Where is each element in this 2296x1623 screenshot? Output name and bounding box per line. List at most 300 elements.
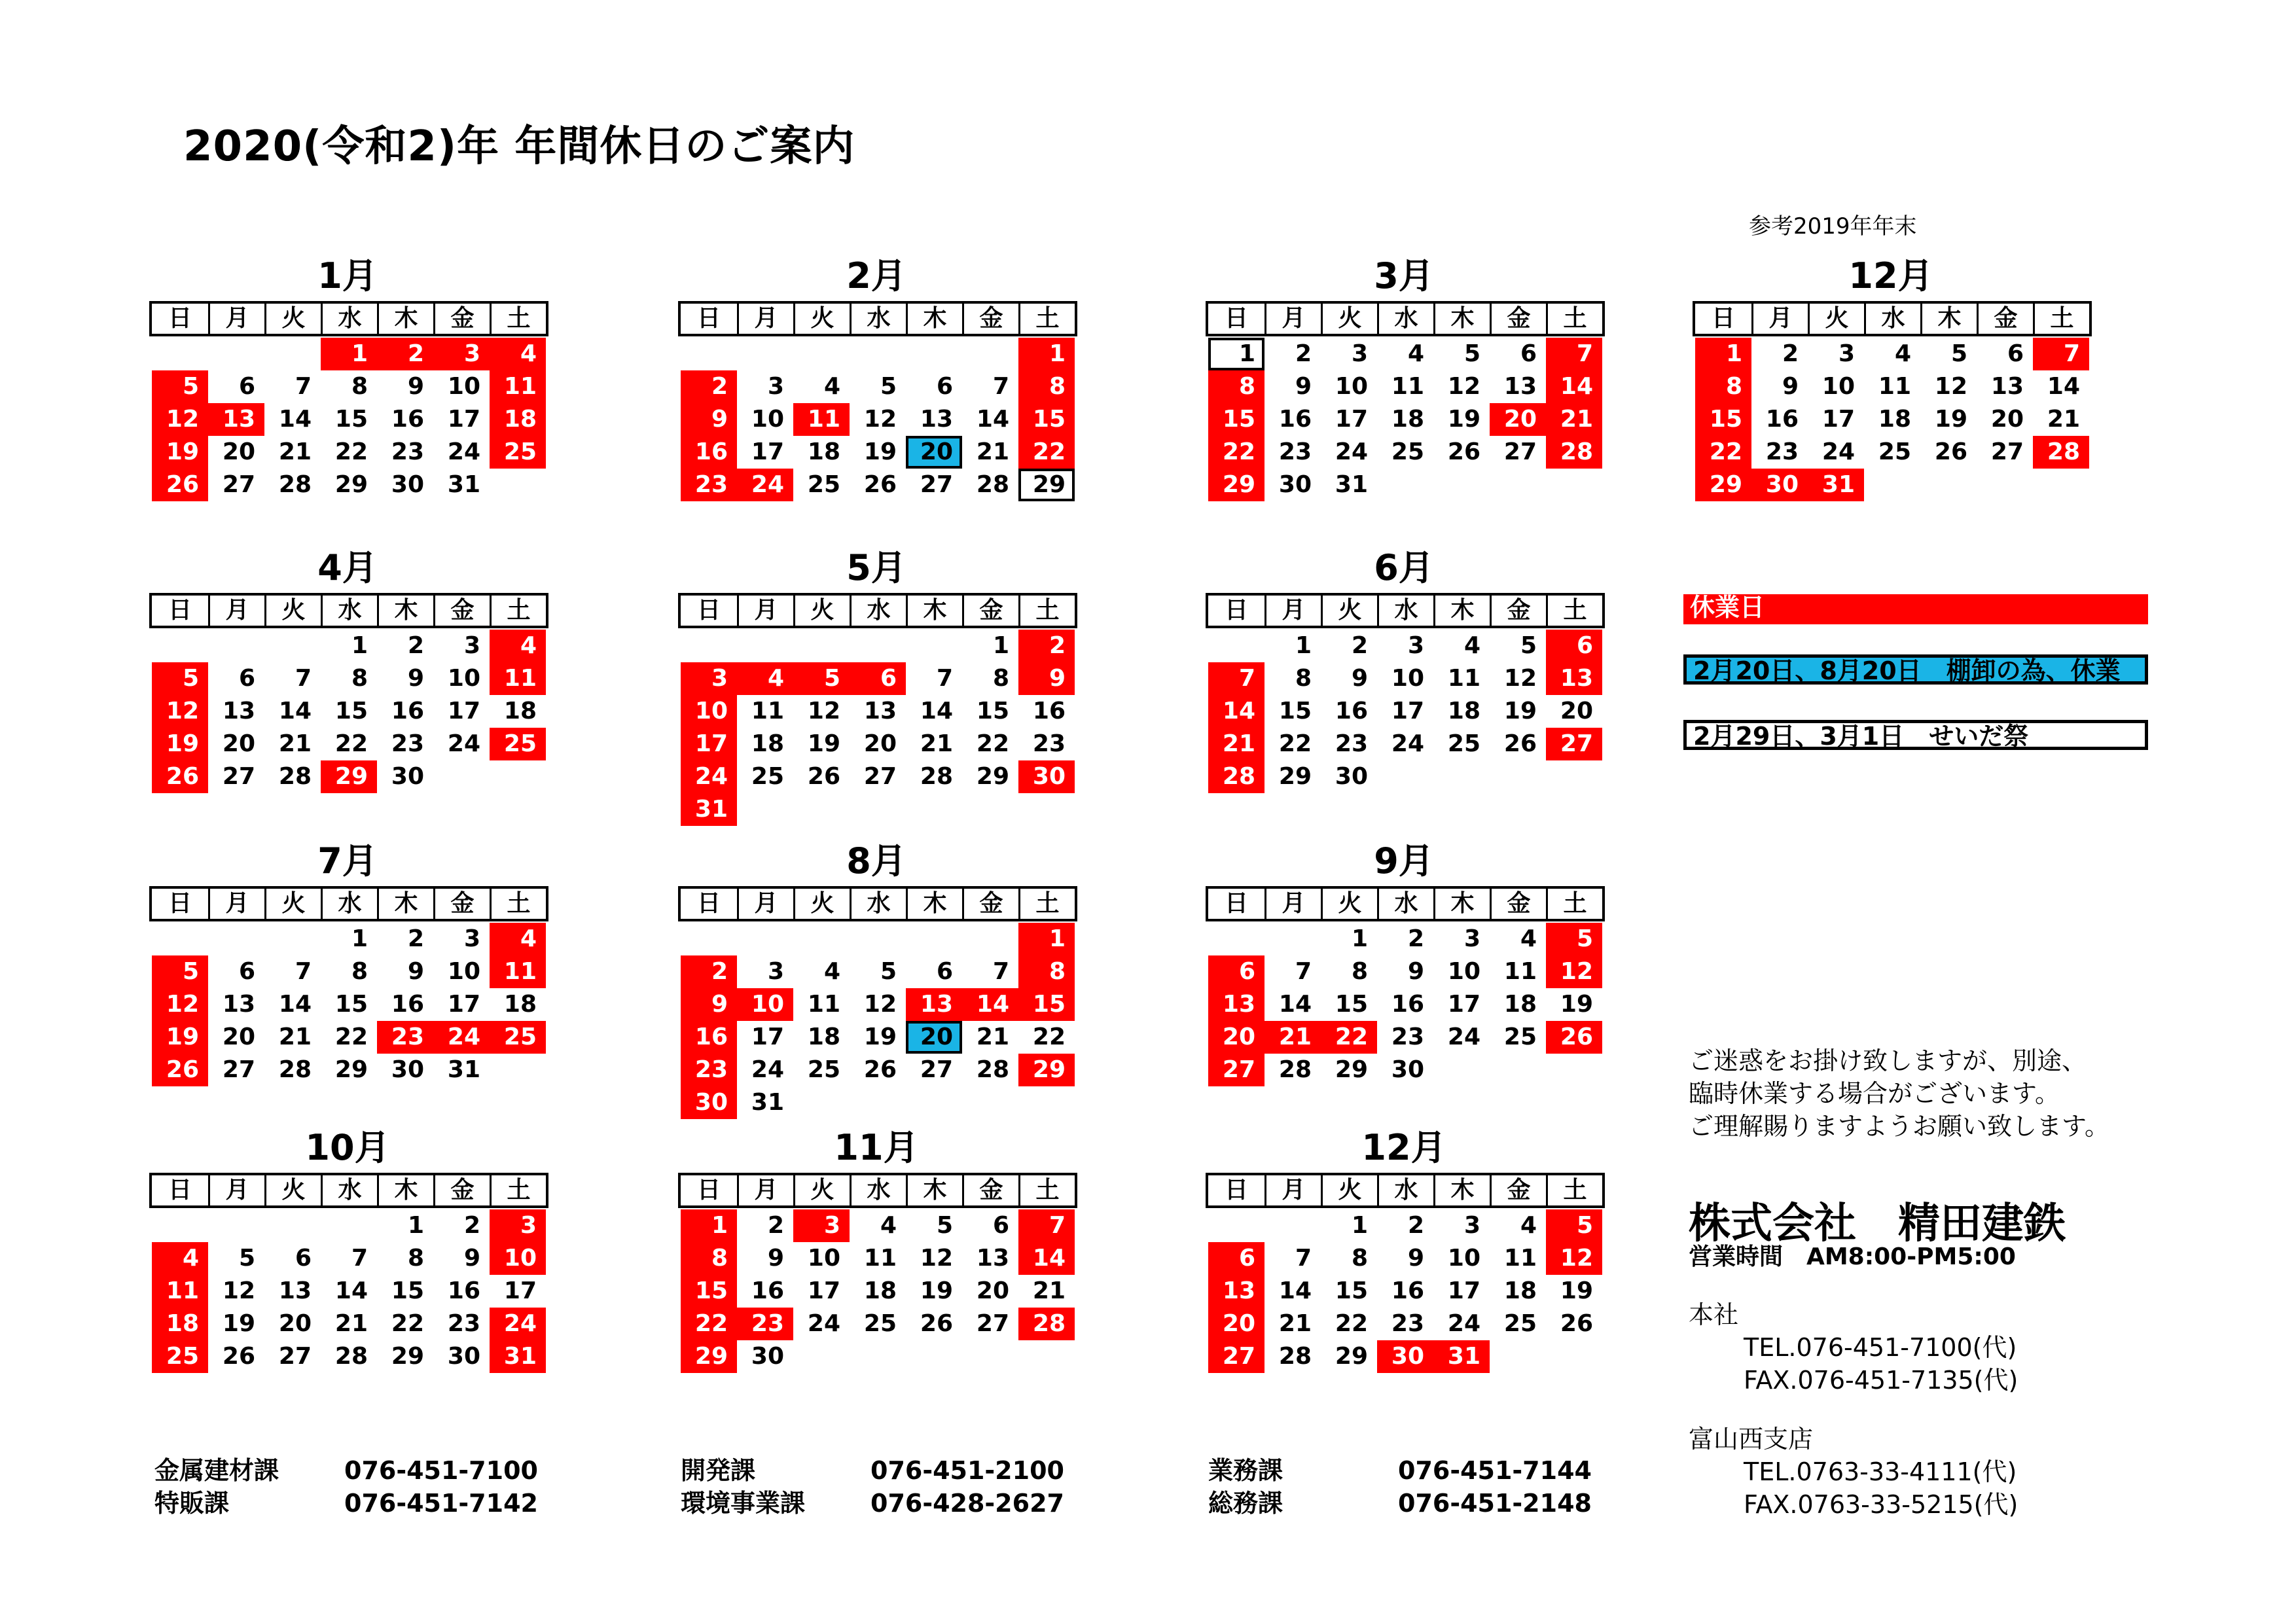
holiday-cell: 5 <box>152 662 208 695</box>
holiday-cell: 19 <box>152 436 208 469</box>
day-cell: 22 <box>334 1024 368 1050</box>
month-feb <box>678 255 1075 501</box>
empty-cell <box>208 630 264 662</box>
month-title: 12月 <box>1361 1127 1446 1168</box>
weekday-header <box>1206 1173 1605 1208</box>
day-grid <box>152 338 546 501</box>
day-cell: 30 <box>1278 471 1312 498</box>
weekday-header <box>1206 886 1605 921</box>
day-cell: 21 <box>976 1024 1009 1050</box>
department-phone: 076-451-2148 <box>1398 1489 1592 1518</box>
holiday-cell: 10 <box>737 988 793 1021</box>
weekday-header <box>1206 593 1605 628</box>
day-cell: 28 <box>334 1343 368 1370</box>
day-cell: 1 <box>351 632 368 659</box>
legend-inventory: 2月20日、8月20日 棚卸の為、休業 <box>1683 654 2148 685</box>
holiday-cell: 21 <box>1265 1021 1321 1054</box>
day-cell: 26 <box>1560 1310 1593 1337</box>
weekday-label: 火 <box>793 889 850 919</box>
holiday-cell: 29 <box>681 1340 737 1373</box>
holiday-cell: 20 <box>1490 403 1546 436</box>
weekday-label: 火 <box>1321 304 1377 334</box>
weekday-label: 水 <box>850 889 906 919</box>
day-cell: 21 <box>2047 406 2080 433</box>
day-cell: 22 <box>1278 730 1312 757</box>
weekday-label: 木 <box>1433 304 1490 334</box>
weekday-header <box>149 886 548 921</box>
office-name: 本社 <box>1689 1300 1739 1329</box>
empty-cell <box>906 630 962 662</box>
holiday-cell: 8 <box>1018 370 1075 403</box>
empty-cell <box>793 630 850 662</box>
month-jan <box>149 255 546 501</box>
weekday-label: 水 <box>1377 596 1433 626</box>
holiday-cell: 30 <box>1751 469 1808 501</box>
holiday-cell: 30 <box>1018 760 1075 793</box>
day-cell: 18 <box>751 730 784 757</box>
holiday-cell: 31 <box>490 1340 546 1373</box>
weekday-label: 土 <box>1546 889 1602 919</box>
day-cell: 25 <box>863 1310 897 1337</box>
day-cell: 18 <box>807 438 840 465</box>
day-cell: 5 <box>880 958 897 985</box>
weekday-label: 金 <box>1977 304 2033 334</box>
day-cell: 19 <box>1447 406 1480 433</box>
empty-cell <box>1208 630 1265 662</box>
holiday-cell: 8 <box>1208 370 1265 403</box>
office-fax: FAX.076-451-7135(代) <box>1744 1366 2018 1395</box>
weekday-header <box>678 1173 1077 1208</box>
office-head <box>1689 1298 2018 1397</box>
weekday-label: 木 <box>377 596 433 626</box>
day-cell: 4 <box>823 958 840 985</box>
weekday-label: 土 <box>1546 596 1602 626</box>
weekday-header <box>1206 301 1605 336</box>
day-cell: 17 <box>1447 991 1480 1018</box>
day-cell: 17 <box>751 1024 784 1050</box>
weekday-header <box>1693 301 2092 336</box>
holiday-cell: 10 <box>681 695 737 728</box>
day-cell: 19 <box>222 1310 255 1337</box>
day-cell: 30 <box>751 1343 784 1370</box>
day-cell: 30 <box>1335 763 1368 790</box>
empty-cell <box>264 338 321 370</box>
holiday-cell: 9 <box>681 988 737 1021</box>
weekday-label: 日 <box>696 1177 721 1204</box>
weekday-header <box>149 1173 548 1208</box>
empty-cell <box>1208 1209 1265 1242</box>
day-cell: 9 <box>407 373 424 400</box>
office-name: 富山西支店 <box>1689 1425 1814 1454</box>
month-title: 12月 <box>1848 255 1933 296</box>
day-cell: 21 <box>1032 1277 1066 1304</box>
holiday-cell: 13 <box>906 988 962 1021</box>
day-cell: 11 <box>1503 958 1537 985</box>
day-cell: 15 <box>334 406 368 433</box>
day-grid <box>1208 630 1602 793</box>
holiday-cell: 11 <box>490 662 546 695</box>
day-cell: 20 <box>222 730 255 757</box>
day-cell: 2 <box>407 632 424 659</box>
weekday-label: 木 <box>1433 596 1490 626</box>
day-cell: 15 <box>1278 698 1312 724</box>
day-cell: 7 <box>295 665 312 692</box>
day-cell: 17 <box>1821 406 1855 433</box>
weekday-label: 火 <box>793 304 850 334</box>
weekday-label: 金 <box>1490 304 1546 334</box>
weekday-label: 月 <box>1265 1175 1321 1205</box>
day-cell: 3 <box>1838 340 1855 367</box>
day-cell: 3 <box>1463 1212 1480 1239</box>
weekday-label: 月 <box>208 1175 264 1205</box>
day-cell: 4 <box>1407 340 1424 367</box>
weekday-label: 土 <box>1018 1175 1075 1205</box>
day-cell: 6 <box>936 958 953 985</box>
holiday-cell: 24 <box>490 1308 546 1340</box>
month-nov <box>678 1127 1075 1373</box>
day-cell: 24 <box>1447 1024 1480 1050</box>
day-cell: 12 <box>863 406 897 433</box>
weekday-header <box>149 301 548 336</box>
holiday-cell: 1 <box>1018 338 1075 370</box>
day-cell: 6 <box>238 665 255 692</box>
weekday-label: 火 <box>264 596 321 626</box>
day-cell: 24 <box>807 1310 840 1337</box>
legend-holiday: 休業日 <box>1683 594 2148 624</box>
day-cell: 14 <box>920 698 953 724</box>
day-cell: 21 <box>1278 1310 1312 1337</box>
weekday-label: 水 <box>321 889 377 919</box>
day-cell: 26 <box>1447 438 1480 465</box>
month-aug <box>678 840 1075 1119</box>
holiday-cell: 6 <box>1208 955 1265 988</box>
day-cell: 21 <box>334 1310 368 1337</box>
weekday-label: 土 <box>490 889 546 919</box>
reference-note: 参考2019年年末 <box>1749 213 1917 240</box>
holiday-cell: 30 <box>681 1086 737 1119</box>
holiday-cell: 28 <box>1546 436 1602 469</box>
month-may <box>678 547 1075 826</box>
holiday-cell: 17 <box>681 728 737 760</box>
day-cell: 11 <box>1391 373 1424 400</box>
weekday-label: 火 <box>793 1175 850 1205</box>
weekday-label: 火 <box>264 1175 321 1205</box>
holiday-cell: 27 <box>1208 1054 1265 1086</box>
day-cell: 7 <box>1295 958 1312 985</box>
day-cell: 9 <box>407 665 424 692</box>
holiday-cell: 28 <box>1208 760 1265 793</box>
weekday-label: 水 <box>321 304 377 334</box>
month-sep <box>1206 840 1602 1086</box>
office-tel: TEL.0763-33-4111(代) <box>1744 1457 2017 1486</box>
empty-cell <box>152 1209 208 1242</box>
holiday-cell: 14 <box>1546 370 1602 403</box>
day-cell: 23 <box>1391 1310 1424 1337</box>
day-cell: 27 <box>222 471 255 498</box>
day-cell: 24 <box>1391 730 1424 757</box>
weekday-label: 金 <box>433 596 490 626</box>
day-cell: 26 <box>1503 730 1537 757</box>
holiday-cell: 12 <box>1546 1242 1602 1275</box>
weekday-label: 土 <box>490 1175 546 1205</box>
day-cell: 9 <box>407 958 424 985</box>
day-cell: 28 <box>278 763 312 790</box>
holiday-cell: 12 <box>1546 955 1602 988</box>
weekday-label: 木 <box>906 596 962 626</box>
day-cell: 22 <box>391 1310 424 1337</box>
holiday-cell: 29 <box>1695 469 1751 501</box>
department-name: 特販課 <box>154 1489 230 1518</box>
empty-cell <box>152 338 208 370</box>
day-cell: 18 <box>1447 698 1480 724</box>
weekday-label: 日 <box>168 890 192 917</box>
day-cell: 9 <box>1407 1245 1424 1272</box>
department-phone: 076-451-2100 <box>870 1456 1064 1485</box>
day-cell: 8 <box>351 665 368 692</box>
day-cell: 9 <box>767 1245 784 1272</box>
holiday-cell: 16 <box>681 436 737 469</box>
day-cell: 12 <box>920 1245 953 1272</box>
day-cell: 6 <box>238 373 255 400</box>
day-cell: 25 <box>1391 438 1424 465</box>
company-name: 株式会社 精田建鉄 <box>1689 1200 2066 1248</box>
holiday-cell: 4 <box>490 338 546 370</box>
holiday-cell: 3 <box>681 662 737 695</box>
weekday-label: 日 <box>696 890 721 917</box>
day-cell: 23 <box>391 730 424 757</box>
weekday-label: 金 <box>962 596 1018 626</box>
day-cell: 14 <box>278 698 312 724</box>
holiday-cell: 1 <box>681 1209 737 1242</box>
holiday-cell: 6 <box>1546 630 1602 662</box>
day-cell: 26 <box>1934 438 1967 465</box>
day-cell: 17 <box>807 1277 840 1304</box>
holiday-cell: 15 <box>1208 403 1265 436</box>
day-cell: 11 <box>1447 665 1480 692</box>
day-cell: 29 <box>976 763 1009 790</box>
day-cell: 9 <box>1782 373 1799 400</box>
weekday-label: 木 <box>377 304 433 334</box>
empty-cell <box>737 630 793 662</box>
holiday-cell: 5 <box>793 662 850 695</box>
day-cell: 23 <box>1032 730 1066 757</box>
day-cell: 15 <box>976 698 1009 724</box>
office-tel: TEL.076-451-7100(代) <box>1744 1333 2017 1362</box>
day-cell: 7 <box>295 958 312 985</box>
day-cell: 18 <box>1503 1277 1537 1304</box>
department-phone: 076-451-7100 <box>344 1456 538 1485</box>
day-cell: 19 <box>1503 698 1537 724</box>
holiday-cell: 31 <box>681 793 737 826</box>
empty-cell <box>850 630 906 662</box>
month-apr <box>149 547 546 793</box>
day-cell: 24 <box>447 438 480 465</box>
holiday-cell: 24 <box>737 469 793 501</box>
empty-cell <box>264 630 321 662</box>
day-cell: 26 <box>863 1056 897 1083</box>
inventory-day: 20 <box>906 1021 962 1054</box>
day-cell: 13 <box>863 698 897 724</box>
day-cell: 22 <box>334 438 368 465</box>
weekday-header <box>678 301 1077 336</box>
day-cell: 10 <box>1821 373 1855 400</box>
day-cell: 23 <box>1765 438 1799 465</box>
day-cell: 26 <box>863 471 897 498</box>
weekday-label: 水 <box>321 596 377 626</box>
holiday-cell: 9 <box>1018 662 1075 695</box>
day-cell: 3 <box>767 373 784 400</box>
day-cell: 24 <box>1821 438 1855 465</box>
day-cell: 7 <box>992 958 1009 985</box>
day-cell: 7 <box>295 373 312 400</box>
empty-cell <box>264 1209 321 1242</box>
day-cell: 25 <box>1503 1024 1537 1050</box>
day-cell: 2 <box>767 1212 784 1239</box>
day-cell: 24 <box>751 1056 784 1083</box>
day-cell: 16 <box>391 991 424 1018</box>
holiday-cell: 7 <box>1018 1209 1075 1242</box>
day-cell: 19 <box>863 1024 897 1050</box>
day-cell: 4 <box>880 1212 897 1239</box>
month-title: 2月 <box>846 255 906 296</box>
day-cell: 18 <box>1391 406 1424 433</box>
day-cell: 9 <box>1295 373 1312 400</box>
weekday-label: 木 <box>1433 889 1490 919</box>
empty-cell <box>152 630 208 662</box>
holiday-cell: 31 <box>1433 1340 1490 1373</box>
day-cell: 2 <box>1407 925 1424 952</box>
department-phone: 076-451-7142 <box>344 1489 538 1518</box>
day-cell: 10 <box>1335 373 1368 400</box>
holiday-cell: 14 <box>1018 1242 1075 1275</box>
day-cell: 20 <box>976 1277 1009 1304</box>
day-cell: 6 <box>992 1212 1009 1239</box>
holiday-cell: 2 <box>1018 630 1075 662</box>
day-cell: 27 <box>278 1343 312 1370</box>
month-jun <box>1206 547 1602 793</box>
holiday-cell: 14 <box>962 988 1018 1021</box>
day-cell: 17 <box>447 991 480 1018</box>
holiday-cell: 12 <box>152 695 208 728</box>
month-title: 9月 <box>1374 840 1434 882</box>
holiday-cell: 4 <box>490 630 546 662</box>
day-cell: 1 <box>992 632 1009 659</box>
day-cell: 9 <box>463 1245 480 1272</box>
department-group <box>1208 1454 1592 1520</box>
month-mar <box>1206 255 1602 501</box>
day-grid <box>152 923 546 1086</box>
month-oct <box>149 1127 546 1373</box>
department-name: 開発課 <box>681 1456 756 1485</box>
day-cell: 27 <box>1990 438 2024 465</box>
day-cell: 17 <box>1391 698 1424 724</box>
weekday-label: 水 <box>1864 304 1920 334</box>
day-cell: 29 <box>1335 1343 1368 1370</box>
day-cell: 16 <box>1391 991 1424 1018</box>
day-cell: 23 <box>1278 438 1312 465</box>
day-cell: 4 <box>1520 1212 1537 1239</box>
holiday-cell: 3 <box>793 1209 850 1242</box>
weekday-label: 木 <box>1920 304 1977 334</box>
weekday-label: 日 <box>1224 1177 1248 1204</box>
day-cell: 22 <box>1032 1024 1066 1050</box>
weekday-label: 月 <box>737 304 793 334</box>
day-cell: 16 <box>1391 1277 1424 1304</box>
empty-cell <box>152 923 208 955</box>
weekday-label: 木 <box>906 889 962 919</box>
day-cell: 21 <box>278 1024 312 1050</box>
day-cell: 20 <box>278 1310 312 1337</box>
day-cell: 13 <box>1503 373 1537 400</box>
weekday-header <box>678 593 1077 628</box>
holiday-cell: 6 <box>850 662 906 695</box>
month-title: 10月 <box>305 1127 390 1168</box>
day-cell: 21 <box>920 730 953 757</box>
day-cell: 10 <box>751 406 784 433</box>
day-grid <box>681 923 1075 1119</box>
holiday-cell: 7 <box>2033 338 2089 370</box>
day-cell: 6 <box>295 1245 312 1272</box>
holiday-cell: 3 <box>433 338 490 370</box>
day-cell: 31 <box>447 1056 480 1083</box>
holiday-cell: 26 <box>152 1054 208 1086</box>
day-cell: 18 <box>1878 406 1911 433</box>
weekday-label: 日 <box>168 597 192 624</box>
day-cell: 24 <box>1335 438 1368 465</box>
weekday-label: 火 <box>1808 304 1864 334</box>
holiday-cell: 22 <box>681 1308 737 1340</box>
day-cell: 19 <box>807 730 840 757</box>
holiday-cell: 22 <box>1321 1021 1377 1054</box>
day-cell: 25 <box>1503 1310 1537 1337</box>
day-grid <box>152 630 546 793</box>
month-title: 5月 <box>846 547 906 588</box>
weekday-label: 木 <box>377 1175 433 1205</box>
day-cell: 27 <box>920 471 953 498</box>
weekday-label: 月 <box>737 1175 793 1205</box>
day-cell: 23 <box>1391 1024 1424 1050</box>
weekday-label: 木 <box>1433 1175 1490 1205</box>
weekday-label: 金 <box>433 304 490 334</box>
holiday-cell: 29 <box>1018 1054 1075 1086</box>
day-cell: 12 <box>807 698 840 724</box>
empty-cell <box>321 1209 377 1242</box>
holiday-cell: 13 <box>208 403 264 436</box>
empty-cell <box>906 923 962 955</box>
department-phone: 076-451-7144 <box>1398 1456 1592 1485</box>
day-cell: 7 <box>1295 1245 1312 1272</box>
empty-cell <box>962 338 1018 370</box>
day-cell: 12 <box>863 991 897 1018</box>
holiday-cell: 15 <box>681 1275 737 1308</box>
weekday-label: 土 <box>1018 596 1075 626</box>
day-cell: 17 <box>1335 406 1368 433</box>
holiday-cell: 28 <box>2033 436 2089 469</box>
office-branch <box>1689 1423 2018 1521</box>
weekday-label: 金 <box>433 889 490 919</box>
day-cell: 3 <box>463 925 480 952</box>
festival-day: 29 <box>1018 469 1075 501</box>
holiday-cell: 11 <box>152 1275 208 1308</box>
day-cell: 11 <box>1503 1245 1537 1272</box>
day-cell: 30 <box>391 763 424 790</box>
holiday-cell: 15 <box>1018 988 1075 1021</box>
empty-cell <box>1265 1209 1321 1242</box>
weekday-label: 木 <box>906 304 962 334</box>
day-cell: 5 <box>238 1245 255 1272</box>
department-name: 環境事業課 <box>681 1489 806 1518</box>
day-cell: 29 <box>334 1056 368 1083</box>
